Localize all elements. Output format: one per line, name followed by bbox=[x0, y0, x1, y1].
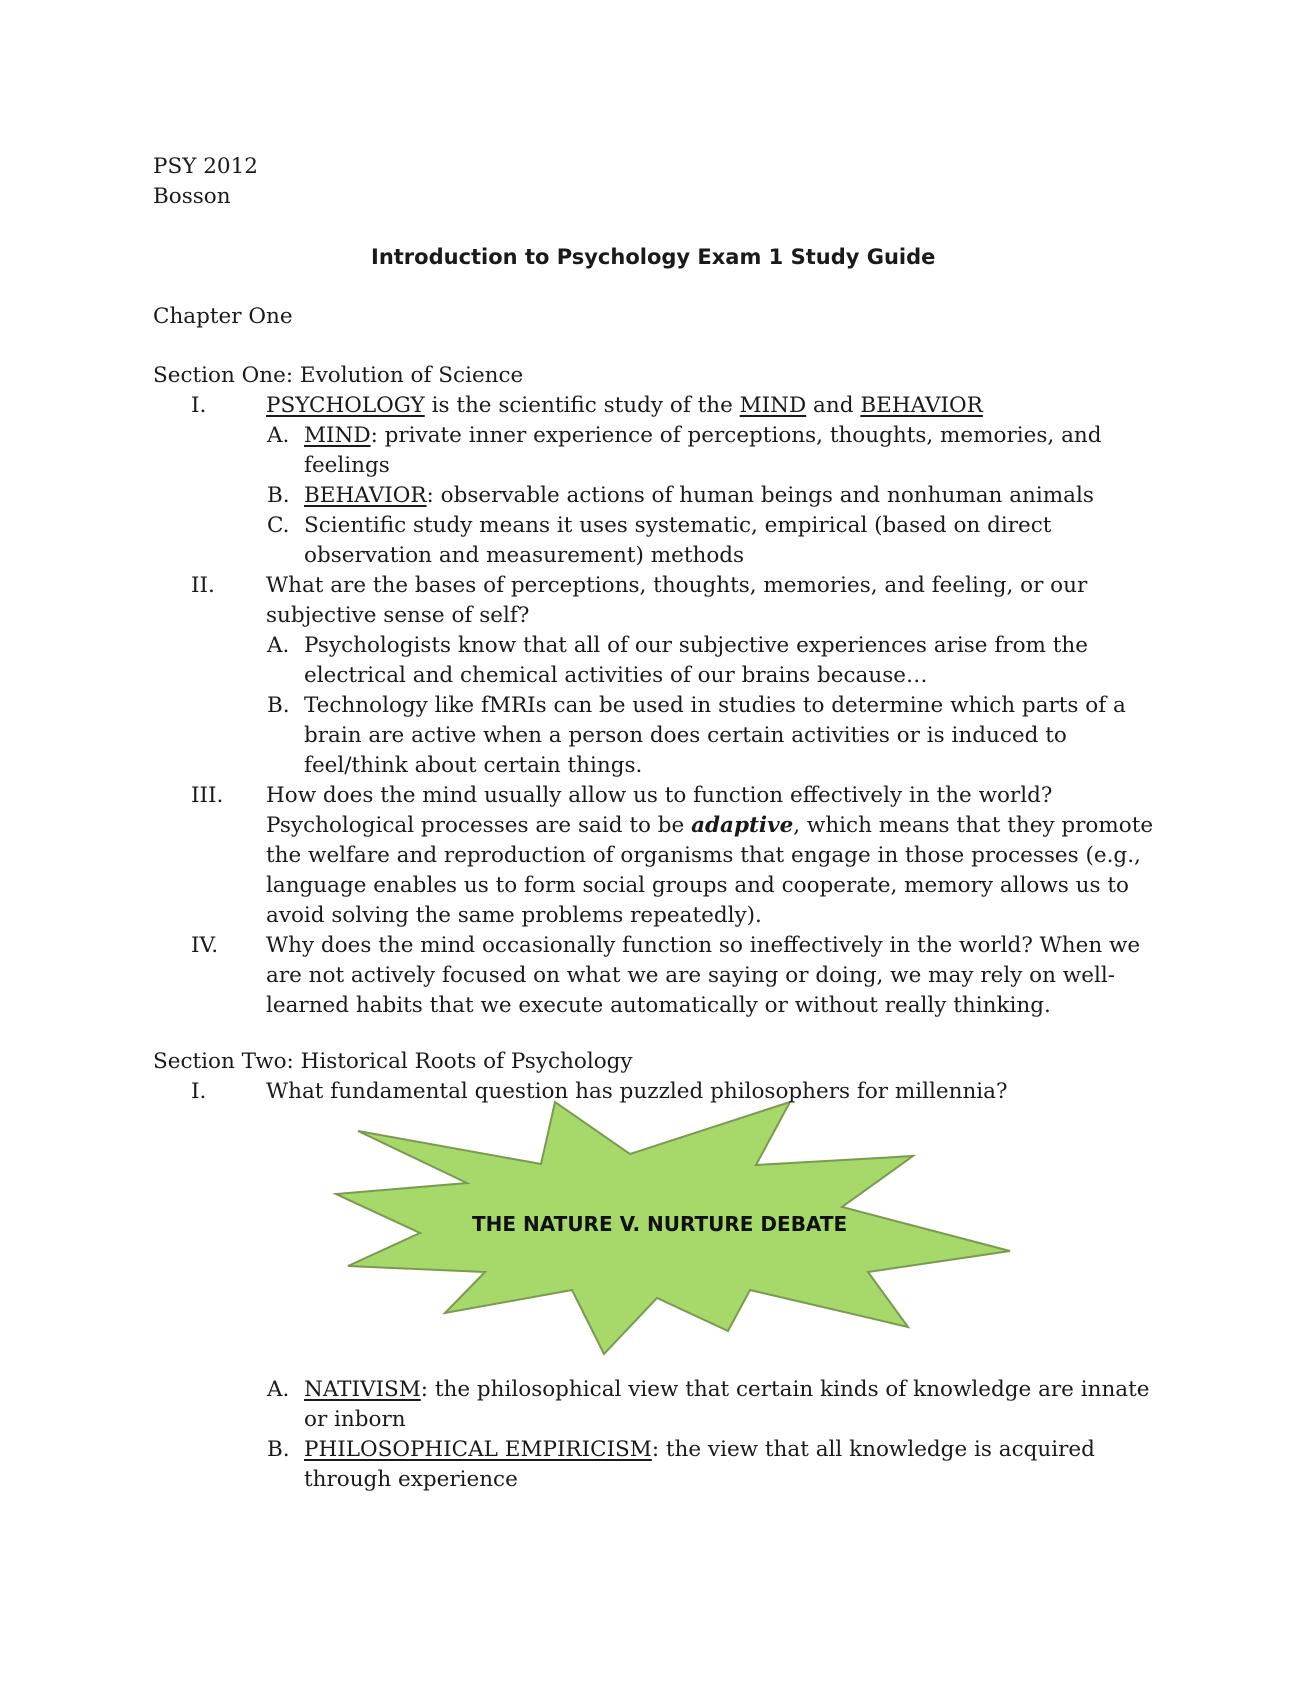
term-nativism: NATIVISM bbox=[304, 1377, 421, 1402]
outline-number: I. bbox=[191, 1079, 207, 1104]
mind-definition-cont: feelings bbox=[304, 453, 390, 478]
term-philosophical-empiricism: PHILOSOPHICAL EMPIRICISM bbox=[304, 1437, 652, 1462]
text-span: and bbox=[806, 393, 861, 418]
term-mind: MIND bbox=[739, 393, 807, 418]
question-bases-of-self-cont: subjective sense of self? bbox=[266, 603, 530, 628]
nativism-definition bbox=[304, 1375, 1149, 1405]
question-bases-of-self: What are the bases of perceptions, thoughts, memories, and feeling, or our bbox=[266, 573, 1088, 598]
outline-letter: B. bbox=[267, 1437, 290, 1462]
fmri-text: Technology like fMRIs can be used in studies to determine which parts of a bbox=[304, 693, 1126, 718]
subjective-experiences-text-cont: electrical and chemical activities of our brains because… bbox=[304, 663, 928, 688]
text-span: : the philosophical view that certain kinds of knowledge are innate bbox=[420, 1377, 1150, 1402]
term-psychology: PSYCHOLOGY bbox=[266, 393, 425, 418]
term-behavior: BEHAVIOR bbox=[860, 393, 983, 418]
outline-letter: B. bbox=[267, 693, 290, 718]
document-title: Introduction to Psychology Exam 1 Study Guide bbox=[371, 245, 936, 269]
scientific-study-text: Scientific study means it uses systematic, empirical (based on direct bbox=[304, 513, 1052, 538]
empiricism-definition-cont: through experience bbox=[304, 1467, 518, 1492]
section-one-heading: Section One: Evolution of Science bbox=[153, 363, 524, 388]
course-code: PSY 2012 bbox=[153, 154, 258, 179]
ineffective-mind-text-cont: learned habits that we execute automatically or without really thinking. bbox=[266, 993, 1051, 1018]
outline-number: I. bbox=[191, 393, 207, 418]
section-two-heading: Section Two: Historical Roots of Psychology bbox=[153, 1049, 633, 1074]
outline-letter: A. bbox=[267, 423, 290, 448]
chapter-heading: Chapter One bbox=[153, 304, 293, 329]
outline-letter: A. bbox=[267, 1377, 290, 1402]
empiricism-definition bbox=[304, 1435, 1095, 1465]
text-span: , which means that they promote bbox=[793, 813, 1154, 838]
term-behavior: BEHAVIOR bbox=[304, 483, 427, 508]
nativism-definition-cont: or inborn bbox=[304, 1407, 406, 1432]
ineffective-mind-text: Why does the mind occasionally function so ineffectively in the world? When we bbox=[266, 933, 1141, 958]
outline-number: IV. bbox=[191, 933, 219, 958]
ineffective-mind-text-cont: are not actively focused on what we are saying or doing, we may rely on well- bbox=[266, 963, 1115, 988]
outline-letter: C. bbox=[267, 513, 290, 538]
fmri-text-cont: brain are active when a person does certain activities or is induced to bbox=[304, 723, 1067, 748]
text-span: : the view that all knowledge is acquired bbox=[651, 1437, 1095, 1462]
adaptive-question: How does the mind usually allow us to function effectively in the world? bbox=[266, 783, 1053, 808]
nature-nurture-label: THE NATURE V. NURTURE DEBATE bbox=[472, 1212, 848, 1236]
subjective-experiences-text: Psychologists know that all of our subjective experiences arise from the bbox=[304, 633, 1088, 658]
text-span: Psychological processes are said to be bbox=[266, 813, 692, 838]
adaptive-text-cont: the welfare and reproduction of organisms that engage in those processes (e.g., bbox=[266, 843, 1141, 868]
term-mind: MIND bbox=[304, 423, 371, 448]
text-span: : private inner experience of perceptions, thoughts, memories, and bbox=[370, 423, 1102, 448]
outline-letter: B. bbox=[267, 483, 290, 508]
scientific-study-text-cont: observation and measurement) methods bbox=[304, 543, 745, 568]
outline-letter: A. bbox=[267, 633, 290, 658]
adaptive-text-cont: avoid solving the same problems repeatedly). bbox=[266, 903, 762, 928]
instructor-name: Bosson bbox=[153, 184, 231, 209]
text-span: : observable actions of human beings and nonhuman animals bbox=[426, 483, 1094, 508]
text-span: is the scientific study of the bbox=[424, 393, 740, 418]
term-adaptive: adaptive bbox=[691, 813, 794, 838]
adaptive-text-cont: language enables us to form social groups and cooperate, memory allows us to bbox=[266, 873, 1129, 898]
fundamental-question-text: What fundamental question has puzzled philosophers for millennia? bbox=[266, 1079, 1008, 1104]
fmri-text-cont: feel/think about certain things. bbox=[304, 753, 643, 778]
outline-number: III. bbox=[191, 783, 224, 808]
outline-number: II. bbox=[191, 573, 215, 598]
